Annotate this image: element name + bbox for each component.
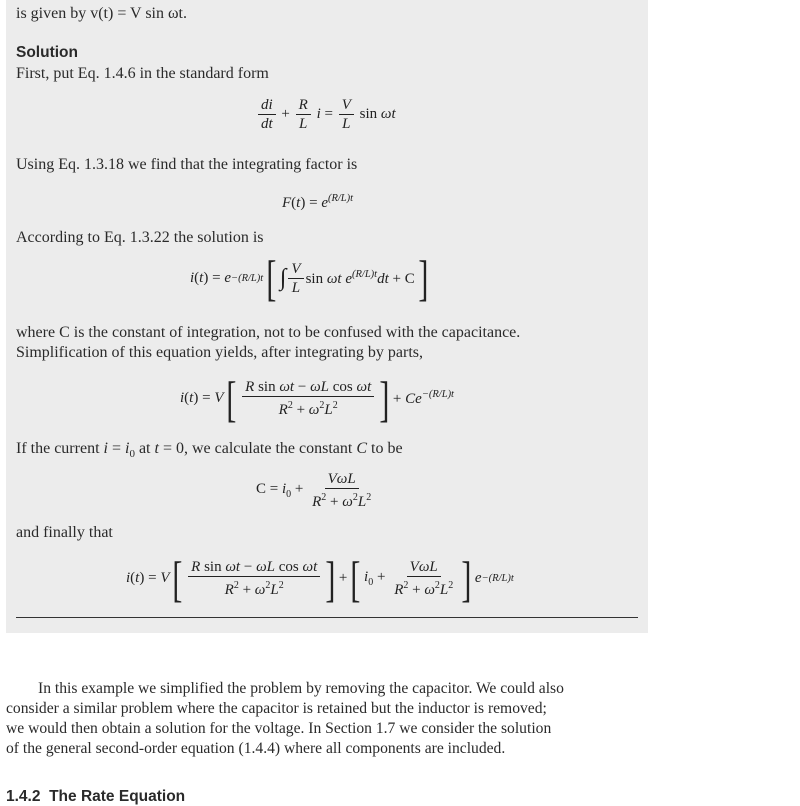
section-heading: 1.4.2 The Rate Equation <box>6 788 186 805</box>
equation-integrating-factor: $F(t) = e^{(R/L)t}$ <box>282 193 354 211</box>
text-line-where-2: Simplification of this equation yields, after integrating by parts, <box>16 344 424 361</box>
text-line-if: If the current $i = i_0$ at t = 0, we calculate the constant C to be <box>16 440 403 461</box>
box-bottom-rule <box>16 617 638 618</box>
paragraph-line-3: we would then obtain a solution for the voltage. In Section 1.7 we consider the solution <box>6 720 552 737</box>
text-line-according: According to Eq. 1.3.22 the solution is <box>16 229 264 246</box>
equation-final: i ( t ) = V [ $\frac{\text{R sin ωt − ωL cos ωt}}{R^2 + \omega^2L^2}$ ] + [ $i_0$ + $\frac{\text{VωL}}{R^2 + \omega^2L^2}$ ] e −(R/L)t <box>126 550 514 607</box>
paragraph-line-4: of the general second-order equation (1.4.4) where all components are included. <box>6 740 506 757</box>
equation-simplified: i ( t ) = V [ $\frac{\text{R sin ωt − ωL cos ωt}}{R^2 + \omega^2L^2}$ ] + $Ce^{-(R/L)t}$ <box>180 370 454 427</box>
text-line-integrating: Using Eq. 1.3.18 we find that the integrating factor is <box>16 156 358 173</box>
solution-heading: Solution <box>16 44 78 61</box>
intro-line: is given by v(t) = V sin ωt. <box>16 5 187 22</box>
text-line-finally: and finally that <box>16 524 113 541</box>
equation-standard-form: $\frac{di}{dt}$ + $\frac{R}{L}$ i = $\frac{V}{L}$ sin ωt <box>256 96 396 133</box>
paragraph-line-2: consider a similar problem where the capacitor is retained but the inductor is removed; <box>6 700 547 717</box>
equation-solution: i ( t ) = e −(R/L)t [ ∫ $\frac{V}{L}$ sin ωt $e^{(R/L)t}dt + C$ ] <box>190 250 429 306</box>
paragraph-line-1: In this example we simplified the problem by removing the capacitor. We could also <box>38 680 564 697</box>
equation-constant-c: $C = i_0$ + $\frac{\text{VωL}}{R^2 + \omega^2L^2}$ <box>256 471 372 510</box>
text-line-where-1: where C is the constant of integration, not to be confused with the capacitance. <box>16 324 521 341</box>
text-line-first: First, put Eq. 1.4.6 in the standard form <box>16 65 269 82</box>
